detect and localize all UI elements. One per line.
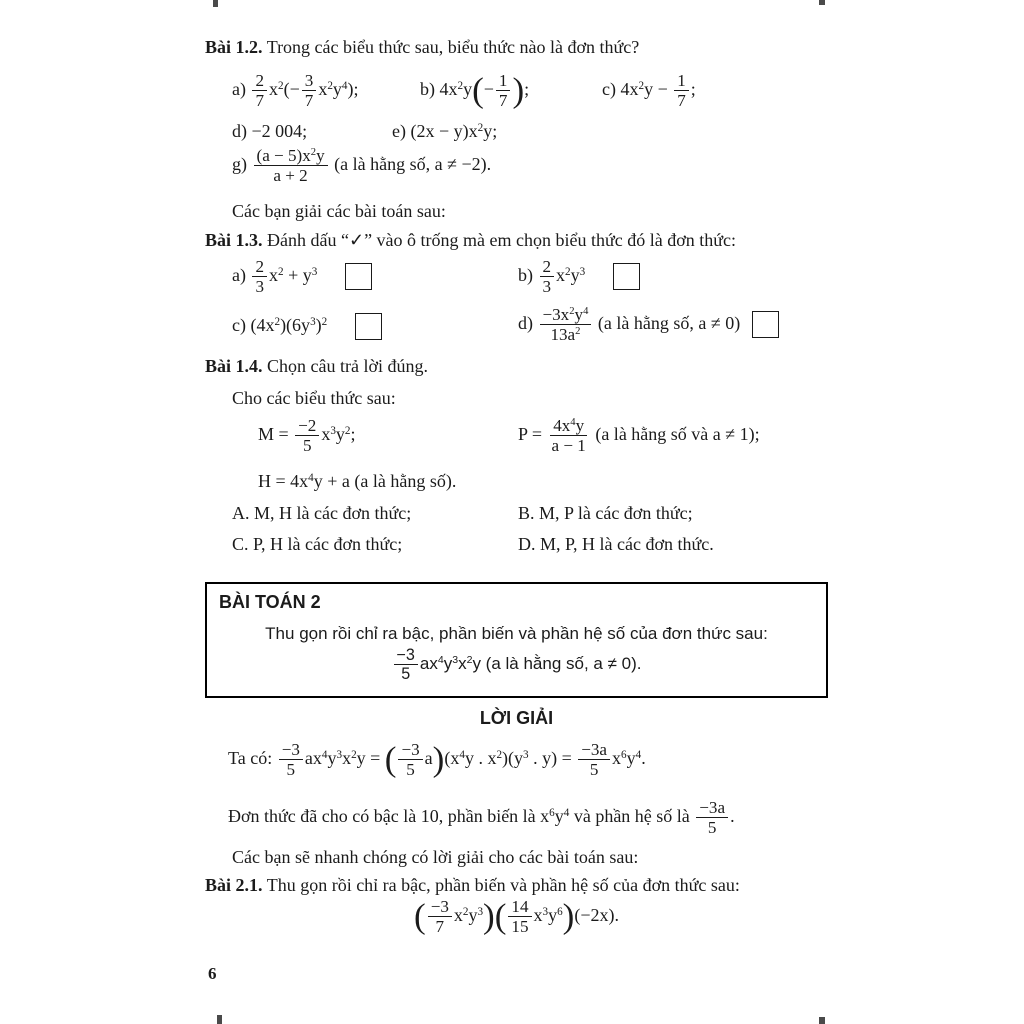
exercise-1-3-item-b: [518, 257, 640, 296]
scan-mark: [819, 0, 825, 5]
transition-text: Các bạn giải các bài toán sau:: [232, 201, 446, 221]
item-c-expression: c) $(4x^2)(6y^3)^2$: [232, 314, 328, 335]
answer-checkbox-d[interactable]: [752, 311, 779, 338]
exercise-1-4-heading: [205, 355, 428, 378]
option-C: C. P, H là các đơn thức;: [232, 534, 403, 554]
option-A: A. M, H là các đơn thức;: [232, 503, 412, 523]
exercise-1-2-item-c: c) $4x^2y$ − $\frac{1}{7}$ ;: [602, 71, 696, 111]
problem-2-formula: $\frac{-3}{5}$ $ax^4y^3x^2y$ (a là hằng số, a ≠ 0).: [207, 646, 826, 683]
exercise-2-1-label: Bài 2.1.: [205, 875, 263, 895]
exercise-1-3-question: Đánh dấu “✓” vào ô trống mà em chọn biểu thức đó là đơn thức:: [267, 230, 736, 250]
exercise-1-2-question: Trong các biểu thức sau, biểu thức nào là đơn thức?: [266, 37, 640, 57]
exercise-1-2-item-d: d) −2 004;: [232, 121, 308, 141]
exercise-2-1-formula: ( $\frac{-3}{7}$ $x^2y^3$)( $\frac{14}{15}$ $x^3y^6)(-2x)$.: [414, 896, 619, 937]
answer-checkbox-a[interactable]: [345, 263, 372, 290]
scan-mark: [819, 1017, 825, 1024]
exercise-1-3-item-a: [232, 257, 372, 296]
scan-mark: [217, 1015, 222, 1024]
exercise-1-2-label: Bài 1.2.: [205, 37, 263, 57]
option-B: B. M, P là các đơn thức;: [518, 503, 693, 523]
item-b-expression: b) $\frac{2}{3}$ $x^2y^3$: [518, 257, 586, 297]
exercise-1-4-label: Bài 1.4.: [205, 356, 263, 376]
solution-step-2: Đơn thức đã cho có bậc là 10, phần biến là $x^6y^4$ và phần hệ số là $\frac{-3a}{5}$ .: [228, 798, 735, 838]
exercise-1-4-question: Chọn câu trả lời đúng.: [267, 356, 429, 376]
expression-P: P = $\frac{4x^4y}{a - 1}$ (a là hằng số và a ≠ 1);: [518, 416, 760, 456]
solution-step-1: Ta có: $\frac{-3}{5}$ $ax^4y^3x^2y$ = ( $\frac{-3}{5}$ $a)(x^4y$ . $x^2)(y^3$ . y) = $\frac{-3a}{5}$ $x^6y^4$.: [228, 739, 646, 780]
item-a-expression: a) $\frac{2}{3}$ $x^2 + y^3$: [232, 257, 318, 297]
problem-2-title: BÀI TOÁN 2: [219, 592, 321, 612]
exercise-2-1-question: Thu gọn rồi chỉ ra bậc, phần biến và phần hệ số của đơn thức sau:: [266, 875, 740, 895]
page-number: 6: [208, 964, 217, 983]
exercise-1-2-item-a: a) $\frac{2}{7}$ $x^2(-$ $\frac{3}{7}$ $x^2y^4$);: [232, 71, 359, 111]
exercise-1-4-intro: Cho các biểu thức sau:: [232, 388, 396, 408]
exercise-2-1-heading: [205, 874, 740, 897]
solution-heading: LỜI GIẢI: [479, 708, 554, 728]
problem-2-statement: Thu gọn rồi chỉ ra bậc, phần biến và phần hệ số của đơn thức sau:: [265, 624, 768, 643]
answer-checkbox-c[interactable]: [355, 313, 382, 340]
exercise-1-3-item-c: [232, 313, 382, 340]
scan-mark: [213, 0, 218, 7]
item-d-expression: d) $\frac{-3x^2y^4}{13a^2}$ (a là hằng số, a ≠ 0): [518, 305, 741, 345]
problem-2-box: [205, 582, 828, 698]
answer-checkbox-b[interactable]: [613, 263, 640, 290]
solution-transition: Các bạn sẽ nhanh chóng có lời giải cho các bài toán sau:: [232, 847, 639, 867]
expression-M: M = $\frac{-2}{5}$ $x^3y^2$;: [258, 416, 356, 456]
expression-H: $H = 4x^4y + a$ (a là hằng số).: [258, 471, 457, 491]
exercise-1-2-item-e: e) $(2x - y)x^2y$;: [392, 121, 498, 141]
exercise-1-3-heading: [205, 229, 736, 252]
exercise-1-3-label: Bài 1.3.: [205, 230, 263, 250]
exercise-1-2-item-b: b) $4x^2y(-$ $\frac{1}{7}$ );: [420, 70, 530, 111]
exercise-1-2-item-g: g) $\frac{(a - 5)x^2y}{a + 2}$ (a là hằng số, a ≠ −2).: [232, 146, 492, 186]
exercise-1-2-heading: [205, 36, 639, 59]
exercise-1-3-item-d: [518, 305, 779, 344]
option-D: D. M, P, H là các đơn thức.: [518, 534, 714, 554]
